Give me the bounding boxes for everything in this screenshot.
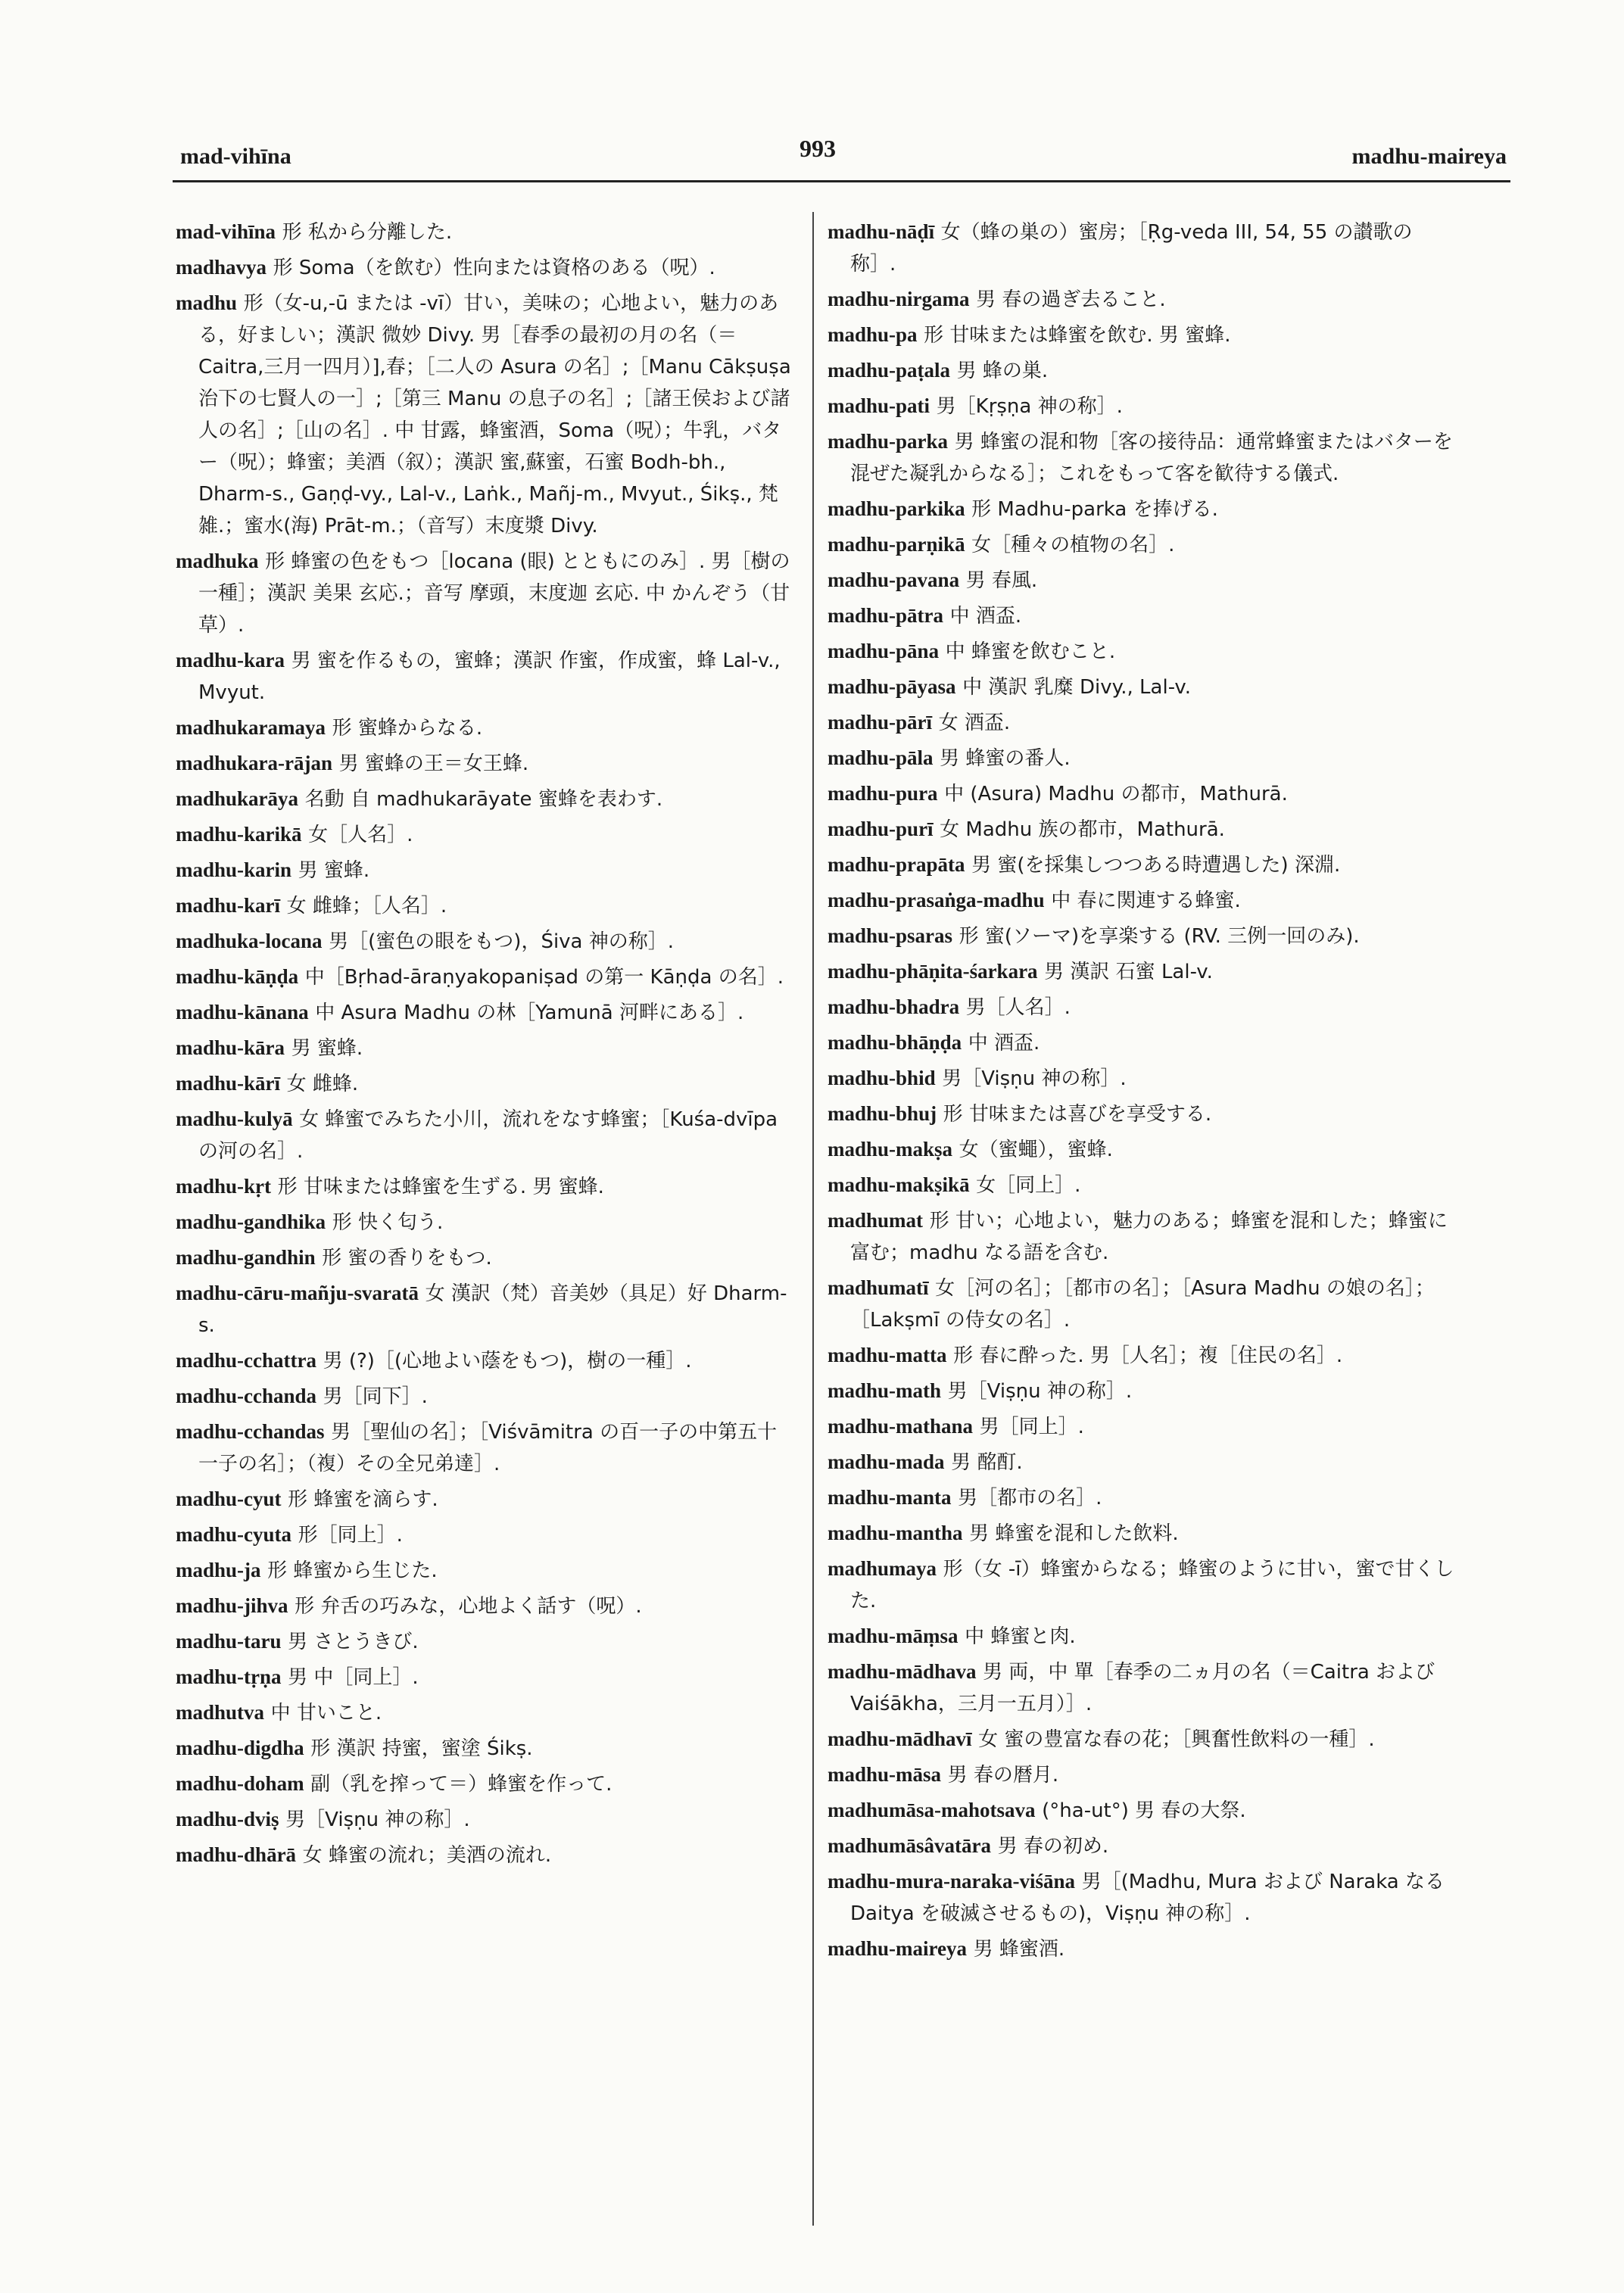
entry-headword: madhu-gandhika: [176, 1210, 326, 1233]
entry-definition: 女 酒盃.: [938, 712, 1011, 734]
entry-definition: 男 両，中 單［春季の二ヵ月の名（＝Caitra および Vaiśākha，三月一五月）］.: [850, 1661, 1435, 1715]
entry-headword: madhu-nirgama: [828, 288, 970, 310]
dictionary-entry: [176, 1839, 795, 1871]
entry-definition: 形 私から分離した.: [282, 221, 453, 244]
entry-definition: 女［同上］.: [976, 1174, 1081, 1197]
entry-definition: 形 快く匂う.: [332, 1211, 444, 1234]
entry-definition: 男 蜂蜜の番人.: [940, 747, 1071, 770]
dictionary-entry: [828, 1865, 1456, 1930]
entry-headword: madhu-mura-naraka-viśāna: [828, 1870, 1076, 1893]
entry-definition: 女［種々の植物の名］.: [971, 534, 1175, 556]
dictionary-entry: [176, 747, 795, 780]
entry-headword: madhu-mathana: [828, 1415, 974, 1438]
entry-headword: madhu-kāra: [176, 1036, 285, 1059]
entry-definition: 男［同上］.: [979, 1416, 1084, 1438]
entry-headword: madhu-bhāṇḍa: [828, 1031, 962, 1054]
dictionary-entry: [828, 1339, 1456, 1372]
dictionary-entry: [828, 1098, 1456, 1130]
dictionary-entry: [828, 1620, 1456, 1653]
entry-headword: madhuka-locana: [176, 930, 323, 952]
entry-headword: madhu: [176, 291, 238, 314]
dictionary-entry: [176, 1032, 795, 1064]
entry-headword: madhumat: [828, 1209, 924, 1232]
entry-definition: 男［(Madhu, Mura および Naraka なる Daitya を破滅させるもの)，Viṣṇu 神の称］.: [850, 1871, 1445, 1925]
dictionary-entry: [176, 1103, 795, 1167]
running-head-left: mad-vihīna: [180, 144, 291, 169]
entry-headword: madhu-pāla: [828, 746, 934, 769]
entry-headword: madhukarāya: [176, 787, 299, 810]
entry-definition: 男 酩酊.: [951, 1451, 1023, 1474]
entry-headword: madhu-math: [828, 1379, 942, 1402]
entry-headword: madhu-māṃsa: [828, 1625, 959, 1647]
entry-headword: madhu-mādhavī: [828, 1728, 972, 1750]
right-column: [828, 216, 1456, 1968]
entry-headword: madhu-manta: [828, 1486, 952, 1509]
entry-headword: madhu-psaras: [828, 924, 953, 947]
entry-headword: madhu-taru: [176, 1630, 282, 1653]
entry-headword: madhu-parṇikā: [828, 533, 965, 556]
entry-definition: 女 雌蜂；［人名］.: [286, 895, 447, 918]
dictionary-entry: [828, 1410, 1456, 1443]
entry-definition: 男［Viṣṇu 神の称］.: [285, 1809, 470, 1831]
entry-definition: 男 春の過ぎ去ること.: [976, 288, 1166, 311]
dictionary-entry: [176, 889, 795, 922]
dictionary-entry: [828, 600, 1456, 632]
entry-definition: 形 蜂蜜から生じた.: [267, 1559, 438, 1582]
entry-headword: madhu-cchanda: [176, 1385, 317, 1407]
dictionary-entry: [176, 961, 795, 993]
dictionary-entry: [828, 425, 1456, 490]
entry-headword: madhu-jihva: [176, 1594, 288, 1617]
entry-definition: 女［人名］.: [308, 824, 413, 846]
entry-definition: 男［人名］.: [965, 996, 1071, 1019]
entry-headword: madhu-parkika: [828, 497, 965, 520]
entry-definition: 中 甘いこと.: [270, 1702, 382, 1724]
entry-headword: madhu-kṛt: [176, 1175, 272, 1198]
dictionary-entry: [828, 777, 1456, 810]
dictionary-entry: [828, 1723, 1456, 1756]
entry-definition: 名動 自 madhukarāyate 蜜蜂を表わす.: [304, 788, 663, 811]
entry-headword: madhumāsa-mahotsava: [828, 1799, 1036, 1821]
entry-headword: madhu-bhuj: [828, 1102, 937, 1125]
dictionary-entry: [828, 635, 1456, 668]
dictionary-entry: [828, 528, 1456, 561]
entry-definition: 形（女 -ī）蜂蜜からなる；蜂蜜のように甘い，蜜で甘くした.: [850, 1558, 1454, 1612]
entry-headword: madhu-cyuta: [176, 1523, 292, 1546]
entry-definition: 女 漢訳（梵）音美妙（具足）好 Dharm-s.: [198, 1282, 787, 1337]
dictionary-entry: [176, 1170, 795, 1203]
dictionary-entry: [828, 991, 1456, 1023]
dictionary-entry: [176, 251, 795, 284]
entry-definition: 男 蜜を作るもの，蜜蜂；漢訳 作蜜，作成蜜，蜂 Lal-v., Mvyut.: [198, 650, 781, 704]
entry-definition: 女 蜂蜜でみちた小川，流れをなす蜂蜜；［Kuśa-dvīpa の河の名］.: [198, 1108, 778, 1163]
header-rule: [173, 180, 1510, 182]
entry-headword: madhavya: [176, 256, 267, 279]
entry-definition: 形 弁舌の巧みな，心地よく話す（呪）.: [295, 1595, 642, 1618]
entry-definition: 形 甘味または蜂蜜を生ずる. 男 蜜蜂.: [277, 1176, 604, 1198]
entry-headword: madhu-makṣikā: [828, 1173, 970, 1196]
dictionary-entry: [828, 390, 1456, 422]
entry-definition: 男 春の暦月.: [947, 1764, 1059, 1787]
dictionary-entry: [176, 712, 795, 744]
entry-headword: madhu-māsa: [828, 1763, 942, 1786]
entry-definition: 中 蜂蜜を飲むこと.: [945, 640, 1116, 663]
entry-headword: madhu-purī: [828, 818, 934, 840]
entry-definition: 中 Asura Madhu の林［Yamunā 河畔にある］.: [315, 1002, 744, 1024]
entry-headword: madhu-bhadra: [828, 995, 960, 1018]
dictionary-entry: [828, 1027, 1456, 1059]
entry-definition: 形 甘味または蜂蜜を飲む. 男 蜜蜂.: [924, 324, 1231, 347]
entry-definition: 中［Bṛhad-āraṇyakopaniṣad の第一 Kāṇḍa の名］.: [304, 966, 784, 989]
dictionary-entry: [828, 354, 1456, 387]
entry-headword: madhu-bhid: [828, 1067, 936, 1089]
entry-definition: 形 蜜の香りをもつ.: [322, 1247, 492, 1270]
entry-definition: 男 春の初め.: [997, 1835, 1109, 1858]
dictionary-entry: [176, 287, 795, 542]
entry-definition: 男 中［同上］.: [288, 1666, 419, 1689]
entry-definition: 男 蜂蜜の混和物［客の接待品：通常蜂蜜またはバターを混ぜた凝乳からなる］；これをもって客を歓待する儀式.: [850, 431, 1453, 485]
dictionary-entry: [176, 1661, 795, 1693]
dictionary-entry: [828, 493, 1456, 525]
entry-definition: 男［聖仙の名］；［Viśvāmitra の百一子の中第五十一子の名］；（複）その全兄弟達］.: [198, 1421, 778, 1475]
dictionary-entry: [176, 1067, 795, 1100]
dictionary-entry: [828, 849, 1456, 881]
dictionary-entry: [828, 1272, 1456, 1336]
entry-definition: 男［Viṣṇu 神の称］.: [942, 1067, 1127, 1090]
entry-headword: madhumatī: [828, 1276, 929, 1299]
entry-definition: (°ha-ut°) 男 春の大祭.: [1042, 1799, 1246, 1822]
entry-definition: 男 さとうきび.: [288, 1631, 419, 1653]
entry-definition: 男 蜂蜜を混和した飲料.: [969, 1522, 1179, 1545]
dictionary-entry: [828, 742, 1456, 774]
dictionary-entry: [176, 1242, 795, 1274]
dictionary-entry: [828, 1656, 1456, 1720]
entry-headword: madhu-matta: [828, 1344, 947, 1366]
dictionary-entry: [828, 1133, 1456, 1166]
entry-headword: mad-vihīna: [176, 220, 276, 243]
dictionary-entry: [176, 545, 795, 641]
dictionary-entry: [828, 1062, 1456, 1095]
dictionary-entry: [828, 955, 1456, 988]
dictionary-entry: [176, 996, 795, 1029]
dictionary-entry: [828, 1204, 1456, 1269]
dictionary-entry: [176, 1696, 795, 1729]
entry-headword: madhu-cāru-mañju-svaratā: [176, 1282, 419, 1304]
entry-headword: madhu-dhārā: [176, 1843, 297, 1866]
entry-headword: madhu-pāna: [828, 640, 940, 662]
entry-definition: 形 春に酔った. 男［人名］；複［住民の名］.: [953, 1344, 1343, 1367]
entry-headword: madhu-cchattra: [176, 1349, 316, 1372]
entry-headword: madhu-prapāta: [828, 853, 965, 876]
dictionary-entry: [176, 1519, 795, 1551]
entry-headword: madhu-kārī: [176, 1072, 281, 1095]
dictionary-entry: [176, 854, 795, 886]
entry-definition: 男 漢訳 石蜜 Lal-v.: [1044, 961, 1213, 983]
entry-headword: madhu-mada: [828, 1450, 945, 1473]
dictionary-entry: [828, 1794, 1456, 1827]
dictionary-entry: [828, 1759, 1456, 1791]
entry-definition: 男 蜜蜂の王＝女王蜂.: [338, 752, 529, 775]
entry-definition: 男 蜜蜂.: [298, 859, 370, 882]
entry-definition: 形 蜜蜂からなる.: [332, 717, 483, 740]
entry-definition: 女［河の名］；［都市の名］；［Asura Madhu の娘の名］；［Lakṣmī の侍女の名］.: [850, 1277, 1435, 1332]
entry-definition: 男 蜜蜂.: [291, 1037, 363, 1060]
entry-headword: madhu-pavana: [828, 569, 960, 591]
entry-headword: madhu-dviṣ: [176, 1808, 279, 1830]
entry-definition: 女 Madhu 族の都市，Mathurā.: [940, 818, 1225, 841]
entry-definition: 形 Soma（を飲む）性向または資格のある（呪）.: [273, 257, 715, 279]
entry-definition: 女（蜜蠅），蜜蜂.: [959, 1139, 1113, 1161]
dictionary-entry: [828, 1830, 1456, 1862]
entry-definition: 男［Viṣṇu 神の称］.: [947, 1380, 1133, 1403]
entry-headword: madhu-tṛṇa: [176, 1665, 282, 1688]
left-column: [176, 216, 795, 1874]
entry-definition: 男［都市の名］.: [958, 1487, 1102, 1509]
dictionary-entry: [176, 1380, 795, 1413]
dictionary-entry: [828, 283, 1456, 316]
entry-headword: madhu-pura: [828, 782, 938, 805]
entry-definition: 中 春に関連する蜂蜜.: [1051, 889, 1241, 912]
dictionary-entry: [176, 1483, 795, 1516]
dictionary-entry: [828, 1169, 1456, 1201]
dictionary-entry: [828, 319, 1456, 351]
dictionary-entry: [828, 1933, 1456, 1965]
entry-headword: madhu-gandhin: [176, 1246, 316, 1269]
entry-definition: 形 甘味または喜びを享受する.: [943, 1103, 1212, 1126]
entry-headword: madhu-karī: [176, 894, 281, 917]
entry-headword: madhu-mādhava: [828, 1660, 977, 1683]
entry-headword: madhu-kara: [176, 649, 285, 671]
dictionary-entry: [828, 564, 1456, 597]
entry-headword: madhu-nāḍī: [828, 220, 935, 243]
entry-headword: madhu-prasaṅga-madhu: [828, 889, 1045, 911]
dictionary-entry: [176, 1554, 795, 1587]
dictionary-entry: [176, 1590, 795, 1622]
entry-definition: 男 蜂の巣.: [956, 360, 1049, 382]
dictionary-entry: [176, 818, 795, 851]
entry-definition: 形［同上］.: [298, 1524, 403, 1547]
entry-headword: madhu-cyut: [176, 1488, 282, 1510]
entry-headword: madhu-mantha: [828, 1522, 963, 1544]
dictionary-entry: [828, 706, 1456, 739]
entry-definition: 形 甘い；心地よい，魅力のある；蜂蜜を混和した；蜂蜜に富む；madhu なる語を含む.: [850, 1210, 1448, 1264]
dictionary-entry: [176, 1768, 795, 1800]
entry-definition: 中 酒盃.: [968, 1032, 1040, 1055]
entry-definition: 男 (?)［(心地よい蔭をもつ)，樹の一種］.: [323, 1350, 692, 1372]
page-number: 993: [800, 135, 836, 162]
entry-headword: madhu-pātra: [828, 604, 944, 627]
dictionary-entry: [828, 920, 1456, 952]
dictionary-entry: [176, 1416, 795, 1480]
entry-definition: 中 酒盃.: [949, 605, 1022, 628]
entry-definition: 形 漢訳 持蜜，蜜塗 Śikṣ.: [310, 1737, 533, 1760]
entry-definition: 女 蜂蜜の流れ；美酒の流れ.: [302, 1844, 552, 1867]
entry-definition: 中 蜂蜜と肉.: [965, 1625, 1076, 1648]
dictionary-entry: [176, 216, 795, 248]
entry-headword: madhu-pāyasa: [828, 675, 956, 698]
dictionary-entry: [828, 671, 1456, 703]
entry-headword: madhu-doham: [176, 1772, 304, 1795]
entry-definition: 形 蜜(ソーマ)を享楽する (RV. 三例一回のみ).: [959, 925, 1360, 948]
dictionary-entry: [828, 1481, 1456, 1514]
entry-definition: 男［Kṛṣṇa 神の称］.: [936, 395, 1123, 418]
entry-headword: madhukara-rājan: [176, 752, 333, 774]
dictionary-entry: [176, 1344, 795, 1377]
dictionary-entry: [176, 1206, 795, 1238]
entry-headword: madhukaramaya: [176, 716, 326, 739]
dictionary-entry: [176, 1277, 795, 1341]
entry-headword: madhumaya: [828, 1557, 937, 1580]
entry-headword: madhu-parka: [828, 430, 949, 453]
entry-definition: 形 蜂蜜を滴らす.: [288, 1488, 438, 1511]
dictionary-entry: [828, 813, 1456, 846]
entry-definition: 中 (Asura) Madhu の都市，Mathurā.: [944, 783, 1288, 805]
entry-headword: madhu-ja: [176, 1559, 261, 1581]
entry-headword: madhumāsâvatāra: [828, 1834, 992, 1857]
running-head-right: madhu-maireya: [1351, 144, 1507, 169]
entry-definition: 形 蜂蜜の色をもつ［locana (眼) とともにのみ］. 男［樹の一種］；漢訳 美果 玄応.；音写 摩頭，末度迦 玄応. 中 かんぞう（甘草）.: [198, 550, 790, 637]
entry-definition: 男 蜂蜜酒.: [973, 1938, 1065, 1961]
entry-headword: madhuka: [176, 550, 259, 572]
entry-definition: 女 雌蜂.: [286, 1073, 359, 1095]
entry-headword: madhu-maireya: [828, 1937, 968, 1960]
entry-headword: madhutva: [176, 1701, 265, 1724]
column-divider: [812, 212, 814, 2226]
entry-headword: madhu-digdha: [176, 1737, 304, 1759]
entry-headword: madhu-pārī: [828, 711, 933, 734]
dictionary-entry: [828, 1553, 1456, 1617]
entry-definition: 男 蜜(を採集しつつある時遭遇した) 深淵.: [971, 854, 1341, 877]
entry-definition: 形（女-u,-ū または -vī）甘い，美味の；心地よい，魅力のある，好ましい；漢訳 微妙 Divy. 男［春季の最初の月の名（＝Caitra,三月一四月）],春；［二人の Asura の名］;［Manu Cākṣuṣa 治下の七賢人の一］;［第三 Manu の息子の名］;［諸王侯および諸人の名］;［山の名］. 中 甘露，蜂蜜酒，Soma（呪）；牛乳，バター（呪）；蜂蜜；美酒（叙）；漢訳 蜜,蘇蜜，石蜜 Bodh-bh., Dharm-s., Gaṇḍ-vy., Lal-v., Laṅk., Mañj-m., Mvyut., Śikṣ., 梵雑.；蜜水(海) Prāt-m.；（音写）末度漿 Divy.: [198, 292, 791, 537]
entry-headword: madhu-phāṇita-śarkara: [828, 960, 1038, 983]
dictionary-entry: [176, 783, 795, 815]
entry-definition: 男［(蜜色の眼をもつ)，Śiva 神の称］.: [329, 930, 675, 953]
entry-headword: madhu-kānana: [176, 1001, 309, 1023]
entry-definition: 男 春風.: [965, 569, 1038, 592]
dictionary-entry: [828, 216, 1456, 280]
dictionary-entry: [176, 1625, 795, 1658]
entry-headword: madhu-cchandas: [176, 1420, 325, 1443]
entry-definition: 女（蜂の巣の）蜜房；［Ṛg-veda III, 54, 55 の讃歌の称］.: [850, 221, 1413, 276]
entry-headword: madhu-paṭala: [828, 359, 951, 382]
entry-definition: 女 蜜の豊富な春の花；［興奮性飲料の一種］.: [978, 1728, 1375, 1751]
dictionary-entry: [828, 1517, 1456, 1550]
entry-definition: 副（乳を搾って＝）蜂蜜を作って.: [310, 1773, 613, 1796]
entry-headword: madhu-kulyā: [176, 1108, 293, 1130]
entry-headword: madhu-pa: [828, 323, 918, 346]
dictionary-entry: [176, 1732, 795, 1765]
dictionary-entry: [176, 925, 795, 958]
entry-definition: 男［同下］.: [323, 1385, 428, 1408]
dictionary-entry: [828, 1375, 1456, 1407]
dictionary-entry: [828, 884, 1456, 917]
entry-headword: madhu-pati: [828, 394, 930, 417]
dictionary-entry: [828, 1446, 1456, 1478]
entry-headword: madhu-karin: [176, 858, 292, 881]
entry-headword: madhu-kāṇḍa: [176, 965, 299, 988]
entry-headword: madhu-karikā: [176, 823, 302, 846]
entry-definition: 中 漢訳 乳糜 Divy., Lal-v.: [962, 676, 1192, 699]
entry-definition: 形 Madhu-parka を捧げる.: [971, 498, 1218, 521]
entry-headword: madhu-makṣa: [828, 1138, 953, 1161]
dictionary-entry: [176, 644, 795, 709]
dictionary-entry: [176, 1803, 795, 1836]
